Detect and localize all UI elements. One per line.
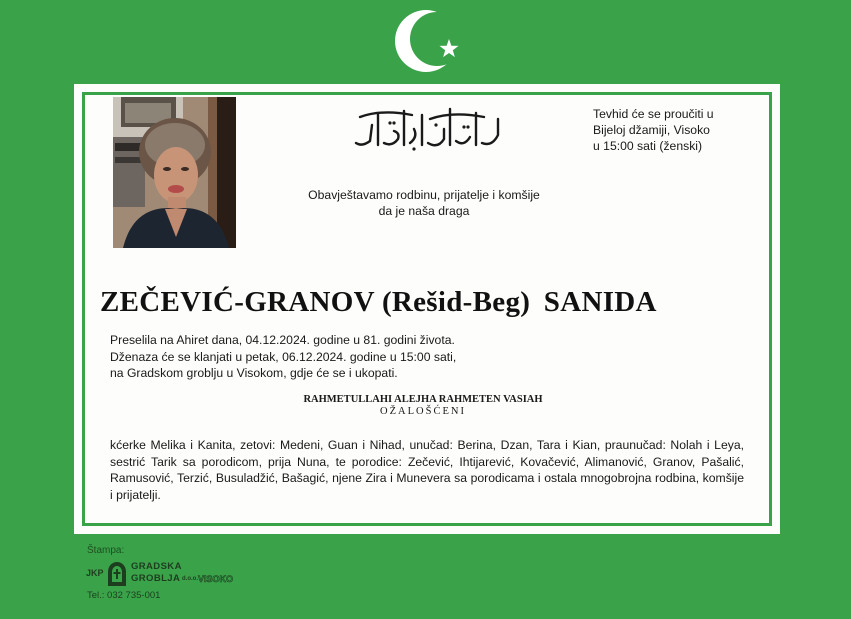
cemetery-emblem-icon bbox=[107, 561, 127, 587]
logo-suffix: d.o.o. bbox=[182, 576, 198, 582]
printer-label: Štampa: bbox=[87, 545, 125, 556]
tevhid-line: u 15:00 sati (ženski) bbox=[593, 139, 703, 153]
details-line: Preselila na Ahiret dana, 04.12.2024. godine u 81. godini života. bbox=[110, 333, 455, 347]
mourners-list: kćerke Melika i Kanita, zetovi: Medeni, Guan i Nihad, unučad: Berina, Dzan, Tara i Kian, praunučad: Nolah i Leya, sestrić Tarik sa porodicom, prija Nuna, te porodice: Zečević, Ihtijarević, Kovačević, Alimanović, Granov, Pašalić, Ramusović, Terzić, Busuladžić, Bašagić, njene Zira i Munevera sa porodicama i ostala mnogobrojna rodbina, komšije i prijatelji. bbox=[110, 438, 744, 502]
intro-line: Obavještavamo rodbinu, prijatelje i komšije bbox=[308, 188, 540, 202]
logo-prefix: JKP bbox=[86, 568, 104, 578]
arabic-calligraphy-inna-lillahi bbox=[352, 103, 502, 153]
logo-line-1: GRADSKA bbox=[131, 561, 182, 572]
prayer-line: RAHMETULLAHI ALEJHA RAHMETEN VASIAH bbox=[303, 394, 543, 405]
logo-city: VISOKO bbox=[198, 574, 234, 584]
deceased-surname: ZEČEVIĆ-GRANOV bbox=[100, 286, 375, 318]
crescent-and-star-icon bbox=[392, 8, 464, 76]
deceased-first-name: SANIDA bbox=[543, 286, 657, 318]
details-line: Dženaza će se klanjati u petak, 06.12.2024. godine u 15:00 sati, bbox=[110, 349, 457, 364]
tevhid-line: Bijeloj džamiji, Visoko bbox=[593, 123, 710, 137]
portrait-photo bbox=[113, 97, 236, 248]
funeral-details bbox=[110, 332, 530, 382]
intro-line: da je naša draga bbox=[378, 204, 470, 218]
tevhid-line: Tevhid će se proučiti u bbox=[593, 107, 714, 121]
details-line: na Gradskom groblju u Visokom, gdje će se i ukopati. bbox=[110, 366, 398, 380]
deceased-father-name: (Rešid-Beg) bbox=[381, 286, 531, 318]
logo-line-2: GROBLJA bbox=[131, 573, 181, 584]
mourners-title: OŽALOŠĆENI bbox=[380, 406, 466, 417]
printer-logo bbox=[86, 561, 246, 589]
announcement-intro bbox=[290, 187, 558, 219]
deceased-name bbox=[100, 284, 790, 320]
printer-phone: Tel.: 032 735-001 bbox=[87, 590, 161, 601]
tevhid-notice bbox=[593, 106, 743, 154]
